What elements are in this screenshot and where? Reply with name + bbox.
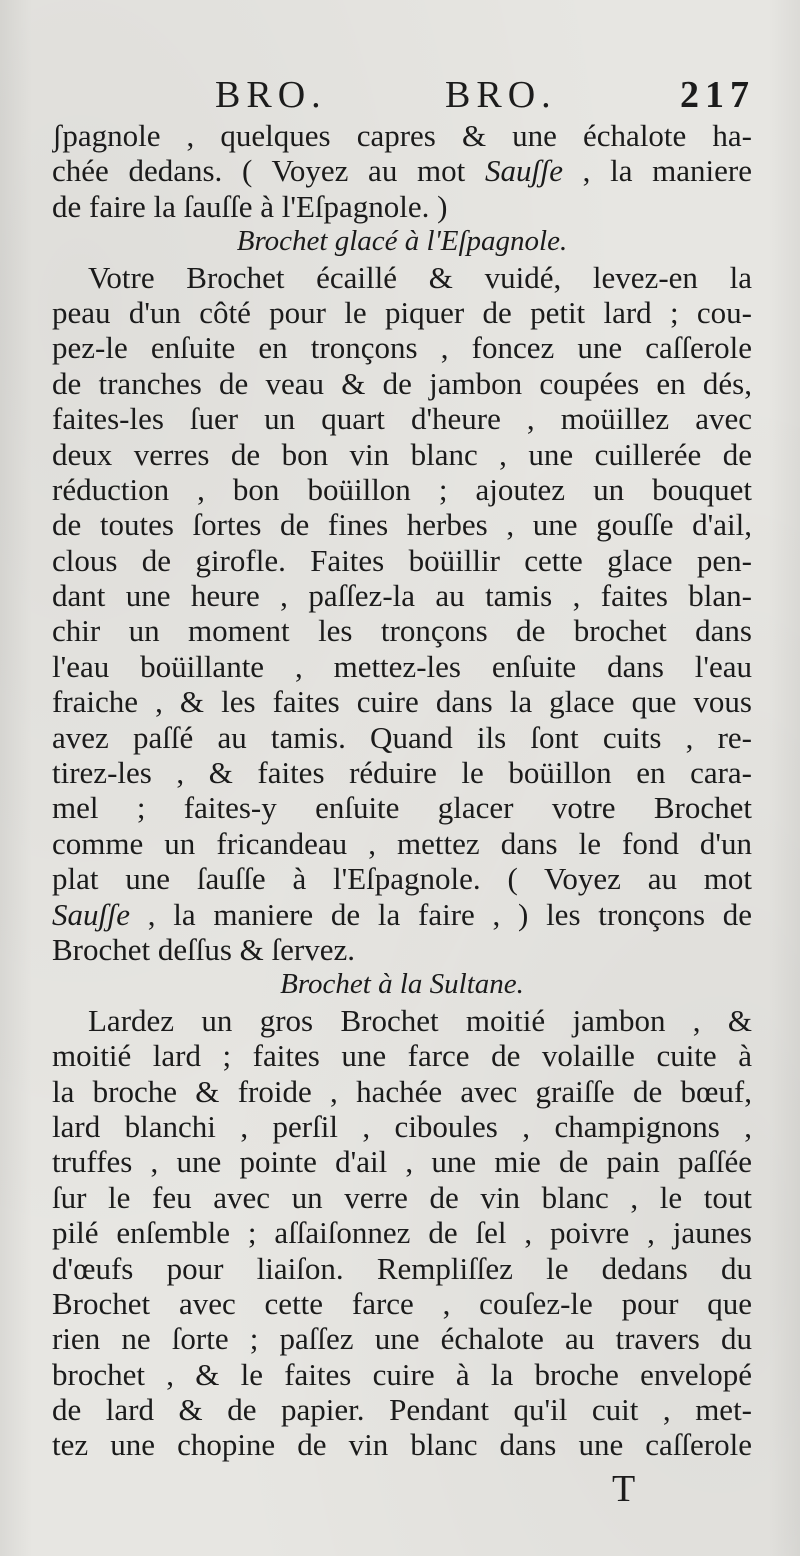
text-line-content: Brochet glacé à l'Eſpagnole. <box>236 225 568 258</box>
recipe-heading <box>52 967 752 1002</box>
text-line <box>52 1321 752 1356</box>
text-line <box>52 153 752 188</box>
text-line-content: faites-les ſuer un quart d'heure , moüillez avec <box>52 401 752 437</box>
text-line-content: pilé enſemble ; aſſaiſonnez de ſel , poivre , jaunes <box>52 1215 752 1251</box>
text-line-content: ſur le feu avec un verre de vin blanc , le tout <box>52 1179 752 1215</box>
text-line-content: de tranches de veau & de jambon coupées en dés, <box>52 365 752 401</box>
text-line <box>52 1392 752 1427</box>
text-line <box>52 189 752 224</box>
text-line-tail: , la maniere <box>562 153 752 189</box>
recipe-heading <box>52 224 752 259</box>
text-line <box>52 543 752 578</box>
text-line-content: Brochet avec cette farce , couſez-le pour que <box>52 1285 752 1321</box>
text-line-content: Lardez un gros Brochet moitié jambon , & <box>88 1002 752 1038</box>
text-line <box>52 720 752 755</box>
text-line-content: Votre Brochet écaillé & vuidé, levez-en la <box>88 259 752 295</box>
text-line-content: dant une heure , paſſez-la au tamis , faites blan- <box>52 578 752 614</box>
text-line-content: d'œufs pour liaiſon. Rempliſſez le dedans du <box>52 1250 752 1286</box>
text-line-content: l'eau boüillante , mettez-les enſuite dans l'eau <box>52 648 752 684</box>
running-head-right: BRO. <box>445 74 557 116</box>
text-line <box>52 790 752 825</box>
text-line <box>52 826 752 861</box>
text-line-content: avez paſſé au tamis. Quand ils ſont cuits , re- <box>52 719 752 755</box>
text-line <box>52 401 752 436</box>
text-line-content: la broche & froide , hachée avec graiſſe de bœuf, <box>52 1073 752 1109</box>
text-line <box>52 1109 752 1144</box>
text-line <box>52 1144 752 1179</box>
text-line-content: chir un moment les tronçons de brochet dans <box>52 613 752 649</box>
italic-word: Sauʃʃe <box>484 153 563 189</box>
text-line <box>52 649 752 684</box>
text-line-content: fraiche , & les faites cuire dans la glace que vous <box>52 684 752 720</box>
text-line-content: de lard & de papier. Pendant qu'il cuit , met- <box>52 1392 752 1428</box>
body-text <box>52 118 752 1463</box>
text-line <box>52 118 752 153</box>
page-number: 217 <box>680 74 755 116</box>
text-line-content: mel ; faites-y enſuite glacer votre Brochet <box>52 790 752 826</box>
text-line <box>52 472 752 507</box>
text-line <box>52 578 752 613</box>
running-head-left: BRO. <box>215 74 327 116</box>
text-line <box>52 437 752 472</box>
text-line <box>52 684 752 719</box>
text-line-content: comme un fricandeau , mettez dans le fond d'un <box>52 825 752 861</box>
text-line <box>52 1427 752 1462</box>
running-head <box>0 70 800 120</box>
text-line-content: plat une ſauſſe à l'Eſpagnole. ( Voyez au mot <box>52 861 752 897</box>
text-line-content: tez une chopine de vin blanc dans une caſſerole <box>52 1427 752 1463</box>
text-line <box>52 260 752 295</box>
text-line <box>52 1003 752 1038</box>
text-line <box>52 507 752 542</box>
italic-word: Sauʃʃe <box>52 896 131 932</box>
text-line-content: tirez-les , & faites réduire le boüillon en cara- <box>52 755 752 791</box>
text-line-content: Brochet à la Sultane. <box>280 968 524 1001</box>
text-line-content: réduction , bon boüillon ; ajoutez un bouquet <box>52 471 752 507</box>
text-line-content: Brochet deſſus & ſervez. <box>52 931 356 967</box>
text-line <box>52 755 752 790</box>
text-line-content: de faire la ſauſſe à l'Eſpagnole. ) <box>52 188 448 224</box>
text-line <box>52 295 752 330</box>
text-line-content: deux verres de bon vin blanc , une cuillerée de <box>52 436 752 472</box>
text-line-content: rien ne ſorte ; paſſez une échalote au travers du <box>52 1321 752 1357</box>
text-line-content: brochet , & le faites cuire à la broche envelopé <box>52 1356 752 1392</box>
text-line <box>52 1286 752 1321</box>
text-line-tail: , la maniere de la faire , ) les tronçons de <box>130 896 752 932</box>
text-line <box>52 613 752 648</box>
text-line <box>52 330 752 365</box>
text-line-content: chée dedans. ( Voyez au mot <box>52 153 485 189</box>
text-line <box>52 897 752 932</box>
text-line-content: moitié lard ; faites une farce de volaille cuite à <box>52 1038 752 1074</box>
text-line <box>52 1251 752 1286</box>
text-line-content: pez-le enſuite en tronçons , foncez une caſſerole <box>52 330 752 366</box>
text-line <box>52 861 752 896</box>
text-line-content: ʃpagnole , quelques capres & une échalote ha- <box>52 118 752 153</box>
text-line <box>52 1215 752 1250</box>
text-line-content: clous de girofle. Faites boüillir cette glace pen- <box>52 542 752 578</box>
text-line <box>52 932 752 967</box>
text-line <box>52 366 752 401</box>
text-line <box>52 1038 752 1073</box>
text-line-content: lard blanchi , perſil , ciboules , champignons , <box>52 1108 752 1144</box>
text-line <box>52 1180 752 1215</box>
text-line-content: truffes , une pointe d'ail , une mie de pain paſſée <box>52 1144 752 1180</box>
signature-mark: T <box>612 1468 636 1510</box>
text-line <box>52 1074 752 1109</box>
text-line-content: peau d'un côté pour le piquer de petit lard ; cou- <box>52 294 752 330</box>
text-line-content: de toutes ſortes de fines herbes , une gouſſe d'ail, <box>52 507 752 543</box>
text-line <box>52 1357 752 1392</box>
